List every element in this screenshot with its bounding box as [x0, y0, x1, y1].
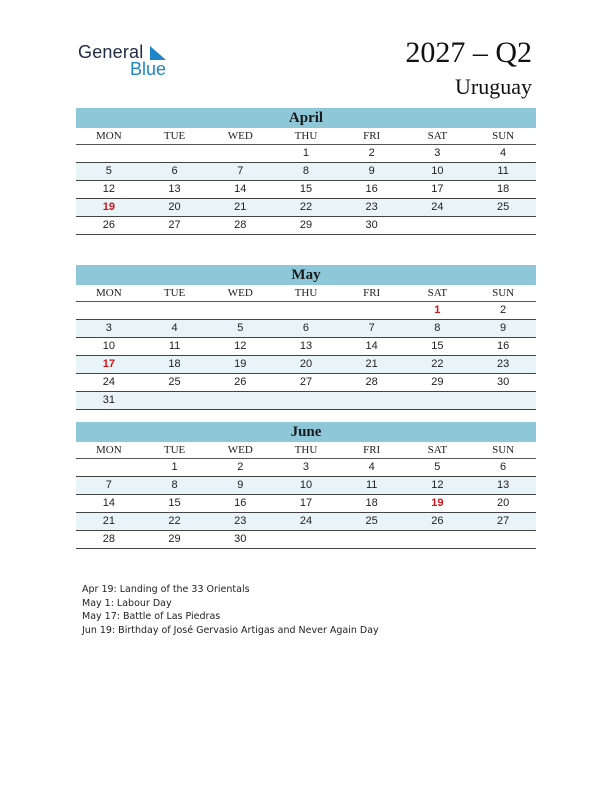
week-row	[76, 531, 536, 549]
day-cell: 7	[207, 163, 273, 181]
day-cell: 8	[273, 163, 339, 181]
day-cell: 13	[273, 338, 339, 356]
weekday-header: WED	[207, 128, 273, 145]
weekday-header: THU	[273, 442, 339, 459]
week-row	[76, 181, 536, 199]
day-cell: 25	[339, 513, 405, 531]
day-cell: 8	[405, 320, 471, 338]
weekday-header: TUE	[142, 128, 208, 145]
weekday-header: MON	[76, 128, 142, 145]
day-cell: 19	[76, 199, 142, 217]
empty-day-cell	[76, 459, 142, 477]
week-row	[76, 145, 536, 163]
day-cell: 13	[470, 477, 536, 495]
empty-day-cell	[470, 217, 536, 235]
day-cell: 22	[142, 513, 208, 531]
day-cell: 25	[470, 199, 536, 217]
day-cell: 2	[207, 459, 273, 477]
day-cell: 16	[339, 181, 405, 199]
day-cell: 7	[339, 320, 405, 338]
weekday-header: TUE	[142, 285, 208, 302]
day-cell: 18	[142, 356, 208, 374]
empty-day-cell	[339, 531, 405, 549]
weekday-header: WED	[207, 285, 273, 302]
day-cell: 16	[470, 338, 536, 356]
page-title: 2027 – Q2	[405, 36, 532, 69]
week-row	[76, 302, 536, 320]
day-cell: 28	[339, 374, 405, 392]
day-cell: 4	[339, 459, 405, 477]
day-cell: 3	[76, 320, 142, 338]
weekday-header: FRI	[339, 285, 405, 302]
day-cell: 12	[207, 338, 273, 356]
weekday-header: SAT	[405, 285, 471, 302]
day-cell: 10	[76, 338, 142, 356]
day-cell: 27	[142, 217, 208, 235]
country-name: Uruguay	[455, 74, 532, 99]
month-grid	[76, 285, 536, 410]
week-row	[76, 217, 536, 235]
day-cell: 29	[405, 374, 471, 392]
day-cell: 28	[207, 217, 273, 235]
day-cell: 6	[273, 320, 339, 338]
day-cell: 4	[142, 320, 208, 338]
holiday-note: May 1: Labour Day	[82, 597, 172, 609]
day-cell: 20	[273, 356, 339, 374]
empty-day-cell	[76, 145, 142, 163]
week-row	[76, 199, 536, 217]
holiday-notes	[82, 583, 379, 637]
weekday-header: THU	[273, 128, 339, 145]
month-title: May	[76, 265, 536, 285]
day-cell: 19	[405, 495, 471, 513]
day-cell: 26	[76, 217, 142, 235]
day-cell: 9	[207, 477, 273, 495]
day-cell: 13	[142, 181, 208, 199]
empty-day-cell	[339, 302, 405, 320]
empty-day-cell	[470, 531, 536, 549]
day-cell: 14	[76, 495, 142, 513]
day-cell: 6	[142, 163, 208, 181]
week-row	[76, 320, 536, 338]
day-cell: 15	[273, 181, 339, 199]
day-cell: 20	[470, 495, 536, 513]
day-cell: 30	[207, 531, 273, 549]
day-cell: 31	[76, 392, 142, 410]
weekday-header: WED	[207, 442, 273, 459]
logo-general-text: General	[78, 42, 144, 62]
week-row	[76, 477, 536, 495]
day-cell: 21	[339, 356, 405, 374]
day-cell: 24	[405, 199, 471, 217]
week-row	[76, 338, 536, 356]
day-cell: 18	[470, 181, 536, 199]
day-cell: 1	[405, 302, 471, 320]
day-cell: 5	[76, 163, 142, 181]
day-cell: 21	[207, 199, 273, 217]
day-cell: 26	[405, 513, 471, 531]
week-row	[76, 459, 536, 477]
empty-day-cell	[273, 531, 339, 549]
week-row	[76, 163, 536, 181]
week-row	[76, 374, 536, 392]
day-cell: 18	[339, 495, 405, 513]
day-cell: 24	[76, 374, 142, 392]
day-cell: 2	[470, 302, 536, 320]
month-june	[76, 422, 536, 549]
day-cell: 22	[273, 199, 339, 217]
empty-day-cell	[76, 302, 142, 320]
day-cell: 17	[405, 181, 471, 199]
weekday-header: THU	[273, 285, 339, 302]
month-grid	[76, 128, 536, 235]
day-cell: 17	[76, 356, 142, 374]
day-cell: 3	[273, 459, 339, 477]
day-cell: 29	[273, 217, 339, 235]
logo-blue-text: Blue	[130, 59, 167, 79]
day-cell: 22	[405, 356, 471, 374]
weekday-header: MON	[76, 285, 142, 302]
week-row	[76, 356, 536, 374]
day-cell: 26	[207, 374, 273, 392]
week-row	[76, 495, 536, 513]
empty-day-cell	[405, 531, 471, 549]
day-cell: 3	[405, 145, 471, 163]
day-cell: 25	[142, 374, 208, 392]
day-cell: 28	[76, 531, 142, 549]
day-cell: 11	[142, 338, 208, 356]
empty-day-cell	[142, 302, 208, 320]
day-cell: 12	[76, 181, 142, 199]
logo	[78, 42, 178, 82]
empty-day-cell	[405, 392, 471, 410]
day-cell: 17	[273, 495, 339, 513]
empty-day-cell	[470, 392, 536, 410]
day-cell: 16	[207, 495, 273, 513]
day-cell: 24	[273, 513, 339, 531]
empty-day-cell	[142, 145, 208, 163]
weekday-header: FRI	[339, 442, 405, 459]
day-cell: 23	[339, 199, 405, 217]
day-cell: 20	[142, 199, 208, 217]
holiday-note: May 17: Battle of Las Piedras	[82, 611, 221, 622]
day-cell: 15	[142, 495, 208, 513]
day-cell: 30	[339, 217, 405, 235]
day-cell: 8	[142, 477, 208, 495]
day-cell: 19	[207, 356, 273, 374]
weekday-header: SUN	[470, 128, 536, 145]
month-title: April	[76, 108, 536, 128]
weekday-header: SUN	[470, 442, 536, 459]
empty-day-cell	[339, 392, 405, 410]
day-cell: 10	[273, 477, 339, 495]
holiday-note: Jun 19: Birthday of José Gervasio Artigas and Never Again Day	[82, 624, 379, 636]
day-cell: 10	[405, 163, 471, 181]
month-may	[76, 265, 536, 410]
weekday-header: SAT	[405, 128, 471, 145]
empty-day-cell	[142, 392, 208, 410]
day-cell: 14	[207, 181, 273, 199]
day-cell: 29	[142, 531, 208, 549]
day-cell: 15	[405, 338, 471, 356]
empty-day-cell	[273, 392, 339, 410]
holiday-note: Apr 19: Landing of the 33 Orientals	[82, 584, 250, 595]
week-row	[76, 513, 536, 531]
day-cell: 30	[470, 374, 536, 392]
weekday-header: MON	[76, 442, 142, 459]
day-cell: 4	[470, 145, 536, 163]
month-grid	[76, 442, 536, 549]
month-title: June	[76, 422, 536, 442]
weekday-header: TUE	[142, 442, 208, 459]
day-cell: 9	[470, 320, 536, 338]
day-cell: 23	[470, 356, 536, 374]
day-cell: 14	[339, 338, 405, 356]
day-cell: 21	[76, 513, 142, 531]
empty-day-cell	[405, 217, 471, 235]
week-row	[76, 392, 536, 410]
day-cell: 5	[405, 459, 471, 477]
empty-day-cell	[207, 302, 273, 320]
empty-day-cell	[207, 145, 273, 163]
day-cell: 12	[405, 477, 471, 495]
day-cell: 6	[470, 459, 536, 477]
day-cell: 5	[207, 320, 273, 338]
day-cell: 9	[339, 163, 405, 181]
weekday-header: FRI	[339, 128, 405, 145]
day-cell: 27	[470, 513, 536, 531]
day-cell: 11	[339, 477, 405, 495]
day-cell: 2	[339, 145, 405, 163]
weekday-header: SUN	[470, 285, 536, 302]
empty-day-cell	[273, 302, 339, 320]
day-cell: 1	[273, 145, 339, 163]
weekday-header: SAT	[405, 442, 471, 459]
day-cell: 11	[470, 163, 536, 181]
month-april	[76, 108, 536, 235]
day-cell: 23	[207, 513, 273, 531]
day-cell: 1	[142, 459, 208, 477]
day-cell: 27	[273, 374, 339, 392]
day-cell: 7	[76, 477, 142, 495]
empty-day-cell	[207, 392, 273, 410]
